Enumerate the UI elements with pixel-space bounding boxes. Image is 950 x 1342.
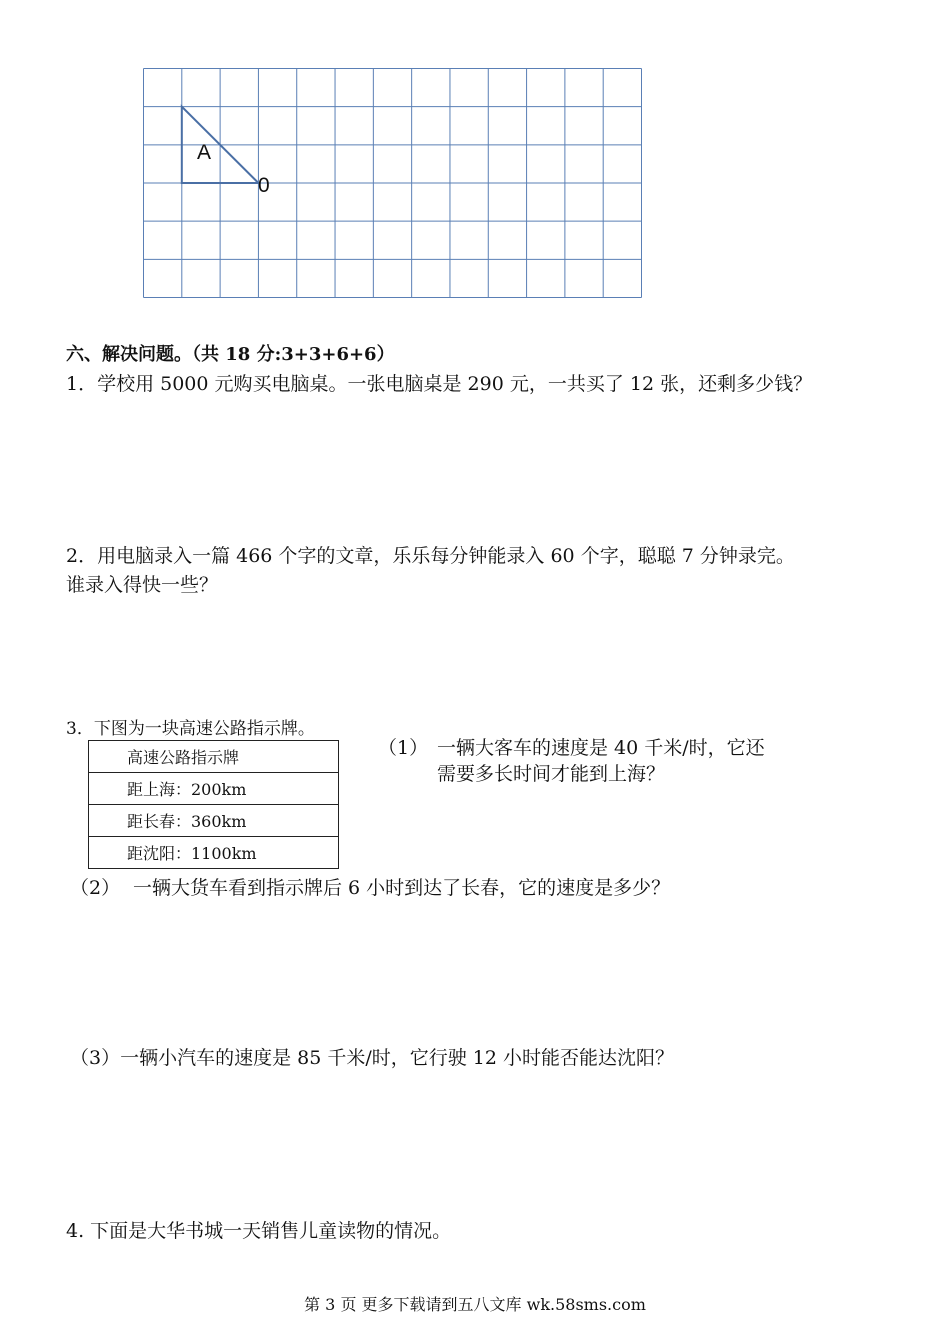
sign-row	[89, 773, 339, 805]
sign-row	[89, 741, 339, 773]
question-4: 4. 下面是大华书城一天销售儿童读物的情况。	[66, 1220, 452, 1242]
sign-cell: 距沈阳：1100km	[89, 837, 339, 869]
page-footer: 第 3 页 更多下载请到五八文库 wk.58sms.com	[304, 1295, 646, 1314]
question-3-intro: 3．下图为一块高速公路指示牌。	[66, 719, 315, 739]
section-title: 六、解决问题。（共 18 分:3+3+6+6）	[66, 344, 395, 365]
question-3-2-number: （2）	[70, 877, 121, 899]
point-label: 0	[258, 174, 270, 197]
shape-label: A	[197, 141, 212, 164]
question-3-3: （3）一辆小汽车的速度是 85 千米/时，它行驶 12 小时能否能达沈阳？	[70, 1047, 675, 1069]
highway-sign-table	[88, 740, 339, 869]
question-2-line2: 谁录入得快一些？	[66, 574, 219, 596]
question-3-1-line1: 一辆大客车的速度是 40 千米/时，它还	[437, 737, 765, 759]
question-3-1-number: （1）	[378, 737, 429, 759]
sign-cell: 高速公路指示牌	[89, 741, 339, 773]
sign-cell: 距长春：360km	[89, 805, 339, 837]
question-1: 1．学校用 5000 元购买电脑桌。一张电脑桌是 290 元，一共买了 12 张，还剩多少钱？	[66, 373, 813, 395]
sign-row	[89, 837, 339, 869]
question-3-1-line2: 需要多长时间才能到上海？	[437, 763, 666, 785]
grid-figure	[143, 68, 642, 298]
question-3-2-text: 一辆大货车看到指示牌后 6 小时到达了长春，它的速度是多少？	[133, 877, 671, 899]
sign-row	[89, 805, 339, 837]
grid-svg	[143, 68, 642, 298]
question-2-line1: 2．用电脑录入一篇 466 个字的文章，乐乐每分钟能录入 60 个字，聪聪 7 分钟录完。	[66, 545, 795, 567]
sign-cell: 距上海：200km	[89, 773, 339, 805]
